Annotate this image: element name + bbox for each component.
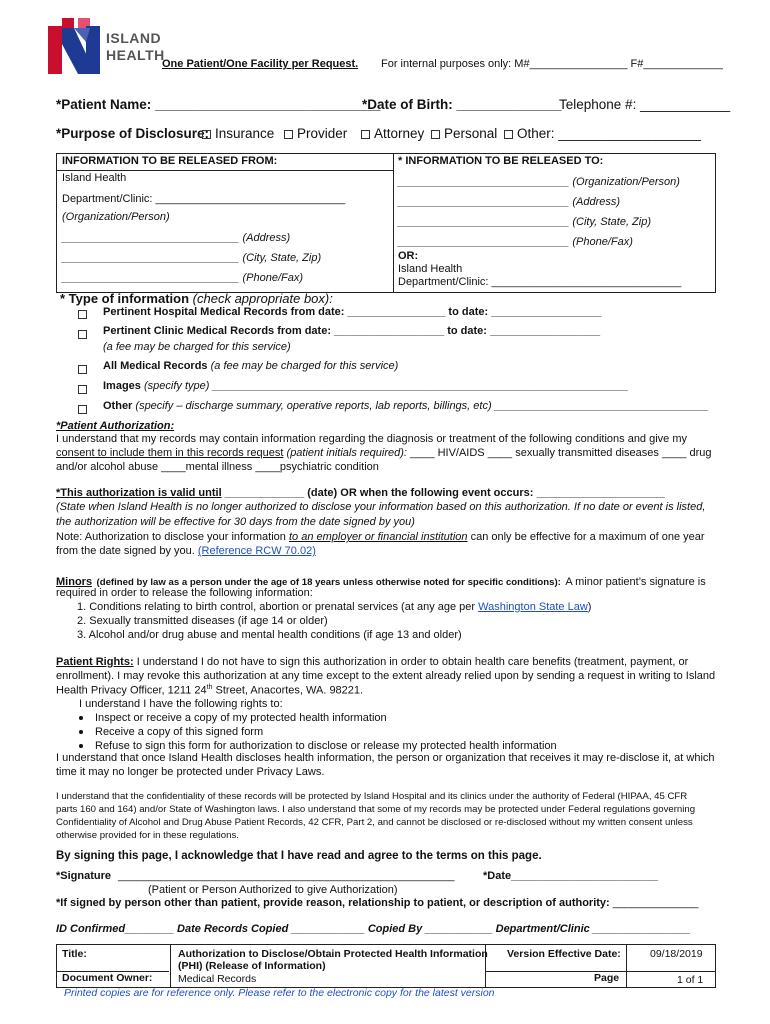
minors-line-2: required in order to release the following information:: [56, 587, 313, 599]
auth-heading: *Patient Authorization:: [56, 420, 175, 432]
washington-state-law-link[interactable]: Washington State Law: [478, 601, 588, 613]
acknowledge-text: By signing this page, I acknowledge that I have read and agree to the terms on this page.: [56, 850, 542, 862]
authority-field[interactable]: ______________: [612, 897, 699, 909]
rights-line-3: Health Privacy Officer, 1211 24th Street, Anacortes, WA. 98221.: [56, 684, 364, 697]
rights-bullet-3: Refuse to sign this form for authorization to disclose or release my protected health information: [79, 740, 557, 752]
checkbox-icon: [78, 365, 87, 374]
footer-page-label: Page: [594, 972, 620, 984]
type-clinic-fee-note: (a fee may be charged for this service): [103, 341, 291, 353]
footer-page-value: 1 of 1: [677, 974, 704, 986]
checkbox-icon: [78, 330, 87, 339]
type-heading: * Type of information (check appropriate box):: [60, 291, 333, 306]
purpose-insurance-checkbox[interactable]: Insurance: [202, 126, 274, 141]
release-from-dept-field[interactable]: Department/Clinic: _______________________________: [62, 193, 346, 205]
checkbox-icon: [78, 405, 87, 414]
type-other-checkbox[interactable]: [78, 403, 91, 415]
minors-item-1: 1. Conditions relating to birth control, abortion or prenatal services (at any age per Washington State Law): [77, 601, 592, 613]
logo-text-island: ISLAND: [106, 30, 162, 46]
type-images-checkbox[interactable]: [78, 383, 91, 395]
footer-title-line-1: Authorization to Disclose/Obtain Protected Health Information: [178, 948, 488, 960]
checkbox-icon: [78, 310, 87, 319]
auth-line-3: and/or alcohol abuse ____mental illness ____psychiatric condition: [56, 461, 379, 473]
type-images-label: Images (specify type) ____________________________________________________________________: [103, 380, 629, 392]
purpose-other-checkbox[interactable]: Other: ___________________: [504, 126, 701, 141]
release-from-org-label: (Organization/Person): [62, 211, 170, 223]
island-health-logo: [48, 18, 102, 74]
logo-mark-icon: [48, 18, 102, 74]
type-clinic-label: Pertinent Clinic Medical Records from date: __________________ to date: __________________: [103, 325, 601, 337]
type-clinic-checkbox[interactable]: [78, 328, 91, 340]
valid-line-3: the authorization will be effective for 30 days from the date signed by you): [56, 516, 415, 528]
conf-line-3: Confidentiality of Alcohol and Drug Abuse Patient Records, 42 CFR, Part 2, and cannot be disclosed or re-disclosed without my written consent unless: [56, 817, 693, 828]
telephone-field[interactable]: Telephone #: ____________: [559, 97, 731, 112]
checkbox-icon: [361, 130, 370, 139]
checkbox-icon: [202, 130, 211, 139]
valid-line-1: *This authorization is valid until _____________ (date) OR when the following event occurs: _____________________: [56, 487, 665, 499]
authority-line: *If signed by person other than patient, provide reason, relationship to patient, or description of authority: ______________: [56, 897, 699, 909]
rights-line-4: I understand I have the following rights to:: [79, 698, 283, 710]
footer-owner-value: Medical Records: [178, 973, 257, 985]
footer-owner-label: Document Owner:: [62, 972, 153, 984]
rcw-reference-link[interactable]: (Reference RCW 70.02): [197, 545, 316, 557]
conf-line-4: otherwise provided for in these regulations.: [56, 830, 239, 841]
minors-heading: Minors (defined by law as a person under the age of 18 years unless otherwise noted for specific conditions): A minor patient’s signature is: [56, 576, 706, 588]
release-from-phone-field[interactable]: _____________________________ (Phone/Fax): [62, 272, 303, 284]
rights-line-2: enrollment). I may revoke this authorization at any time except to the extent already relied upon by sending a request in writing to Island: [56, 670, 716, 682]
purpose-attorney-checkbox[interactable]: Attorney: [361, 126, 424, 141]
rights-line-6: time it may no longer be protected under Privacy Laws.: [56, 766, 325, 778]
type-other-label: Other (specify – discharge summary, operative reports, lab reports, billings, etc) ___________________________________: [103, 400, 709, 412]
bullet-icon: [79, 716, 83, 720]
type-all-records-checkbox[interactable]: [78, 363, 91, 375]
bullet-icon: [79, 730, 83, 734]
release-to-phone-field[interactable]: ____________________________ (Phone/Fax): [398, 236, 633, 248]
checkbox-icon: [504, 130, 513, 139]
auth-line-2: consent to include them in this records request (patient initials required): ____ HIV/AIDS ____ sexually transmitted diseases ____ drug: [56, 447, 712, 459]
valid-line-2: (State when Island Health is no longer authorized to disclose your information based on this authorization. If no date or event is listed,: [56, 501, 706, 513]
footer-version-label: Version Effective Date:: [507, 948, 621, 960]
release-to-org-field[interactable]: ____________________________ (Organization/Person): [398, 176, 680, 188]
release-from-address-field[interactable]: _____________________________ (Address): [62, 232, 291, 244]
type-hospital-checkbox[interactable]: [78, 308, 91, 320]
release-to-city-field[interactable]: ____________________________ (City, State, Zip): [398, 216, 651, 228]
release-from-heading: INFORMATION TO BE RELEASED FROM:: [62, 155, 278, 167]
date-of-birth-field[interactable]: *Date of Birth: ______________: [362, 97, 562, 112]
signature-label: *Signature: [56, 870, 112, 882]
form-title: One Patient/One Facility per Request.: [162, 58, 359, 70]
conf-line-1: I understand that the confidentiality of these records will be protected by Island Hospital and its clinics under the authority of Federal (HIPAA, 45 CFR: [56, 791, 688, 802]
release-to-address-field[interactable]: ____________________________ (Address): [398, 196, 621, 208]
bullet-icon: [79, 744, 83, 748]
footer-title-label: Title:: [62, 948, 87, 960]
signature-caption: (Patient or Person Authorized to give Authorization): [148, 884, 398, 896]
office-use-line: ID Confirmed________ Date Records Copied ____________ Copied By ___________ Department/Clinic ________________: [56, 923, 691, 935]
logo-text-health: HEALTH: [106, 47, 165, 63]
internal-use-line: For internal purposes only: M#________________ F#_____________: [381, 58, 723, 70]
purpose-label: *Purpose of Disclosure:: [56, 126, 210, 141]
release-to-or: OR:: [398, 250, 419, 262]
footer-reference-note: Printed copies are for reference only. Please refer to the electronic copy for the latest version: [64, 987, 495, 999]
minors-item-2: 2. Sexually transmitted diseases (if age 14 or older): [77, 615, 328, 627]
date-field[interactable]: *Date________________________: [483, 870, 658, 882]
rights-bullet-1: Inspect or receive a copy of my protected health information: [79, 712, 387, 724]
rights-line-5: I understand that once Island Health discloses health information, the person or organization that receives it may re-disclose it, at which: [56, 752, 715, 764]
checkbox-icon: [284, 130, 293, 139]
checkbox-icon: [431, 130, 440, 139]
footer-version-date: 09/18/2019: [650, 948, 703, 960]
purpose-personal-checkbox[interactable]: Personal: [431, 126, 497, 141]
table-divider: [393, 154, 394, 292]
minors-item-3: 3. Alcohol and/or drug abuse and mental health conditions (if age 13 and older): [77, 629, 462, 641]
rights-bullet-2: Receive a copy of this signed form: [79, 726, 263, 738]
release-to-dept-field[interactable]: Department/Clinic: _______________________________: [398, 276, 682, 288]
release-from-org: Island Health: [62, 172, 127, 184]
conf-line-2: parts 160 and 164) and/or State of Washington laws. I also understand that some of my records may be protected under Federal regulations governing: [56, 804, 696, 815]
auth-line-1: I understand that my records may contain information regarding the diagnosis or treatment of the following conditions and give my: [56, 433, 688, 445]
valid-note-1: Note: Authorization to disclose your information to an employer or financial institution can only be effective for a maximum of one year: [56, 531, 705, 543]
footer-title-line-2: (PHI) (Release of Information): [178, 960, 326, 972]
release-from-city-field[interactable]: _____________________________ (City, State, Zip): [62, 252, 322, 264]
patient-name-field[interactable]: *Patient Name: ______________________________: [56, 97, 381, 112]
purpose-provider-checkbox[interactable]: Provider: [284, 126, 347, 141]
checkbox-icon: [78, 385, 87, 394]
rights-line-1: Patient Rights: I understand I do not have to sign this authorization in order to obtain health care benefits (treatment, payment, or: [56, 656, 689, 668]
table-divider: [626, 945, 627, 987]
type-all-records-label: All Medical Records (a fee may be charged for this service): [103, 360, 399, 372]
table-rule: [57, 170, 393, 171]
table-divider: [170, 945, 171, 987]
valid-note-2: from the date signed by you. (Reference RCW 70.02): [56, 545, 316, 557]
release-to-island-health: Island Health: [398, 263, 463, 275]
type-hospital-label: Pertinent Hospital Medical Records from date: ________________ to date: __________________: [103, 306, 602, 318]
signature-field[interactable]: _______________________________________________________: [118, 870, 455, 882]
release-to-heading: * INFORMATION TO BE RELEASED TO:: [398, 155, 604, 167]
